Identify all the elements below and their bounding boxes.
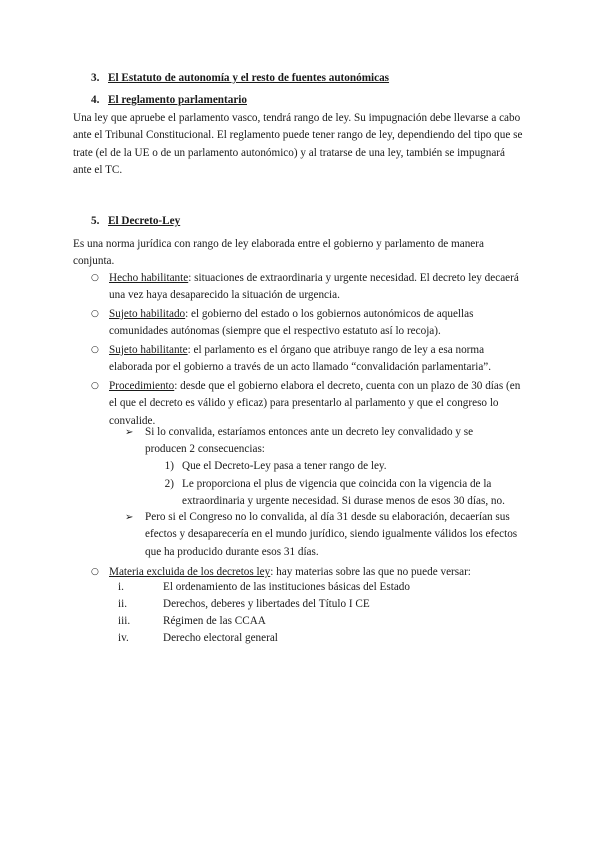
bullet-marker: ○ xyxy=(91,345,99,355)
bullet-term: Hecho habilitante xyxy=(109,272,189,284)
arrow-item xyxy=(125,424,515,459)
roman-marker: i. xyxy=(118,581,124,593)
section-title: El reglamento parlamentario xyxy=(108,94,247,106)
bullet-term: Sujeto habilitado xyxy=(109,308,186,320)
section-3-heading xyxy=(91,72,389,84)
bullet-term: Materia excluida de los decretos ley xyxy=(109,566,271,578)
list-item xyxy=(91,306,529,341)
bullet-text: : el gobierno del estado o los gobiernos autonómicos de aquellas comunidades autónomas (siempre que el respectivo estatuto así lo recoja). xyxy=(109,308,474,338)
numbered-item xyxy=(164,476,522,511)
list-item xyxy=(91,378,529,430)
section-number: 4. xyxy=(91,94,100,106)
bullet-marker: ○ xyxy=(91,273,99,283)
roman-marker: ii. xyxy=(118,598,128,610)
roman-text: El ordenamiento de las instituciones básicas del Estado xyxy=(163,581,410,593)
roman-item xyxy=(118,630,278,647)
list-item xyxy=(91,270,529,305)
section-title: El Decreto-Ley xyxy=(108,215,181,227)
bullet-marker: ○ xyxy=(91,567,99,577)
number-marker: 1) xyxy=(164,460,174,472)
roman-text: Derechos, deberes y libertades del Título I CE xyxy=(163,598,370,610)
numbered-text: Que el Decreto-Ley pasa a tener rango de ley. xyxy=(182,460,387,472)
roman-marker: iii. xyxy=(118,615,131,627)
roman-item xyxy=(118,596,370,613)
reglamento-paragraph: Una ley que apruebe el parlamento vasco, tendrá rango de ley. Su impugnación debe llevarse a cabo ante el Tribunal Constitucional. El reglamento puede tener rango de ley, dependiendo del tipo que se trate (el de la UE o de un parlamento autonómico) y al tratarse de una ley, también se impugnará ante el TC. xyxy=(73,112,523,176)
arrow-marker: ➢ xyxy=(125,427,134,438)
section-4-heading xyxy=(91,94,247,106)
numbered-text: Le proporciona el plus de vigencia que coincida con la vigencia de la extraordinaria y urgente necesidad. Si durase menos de esos 30 días, no. xyxy=(182,478,505,508)
roman-text: Régimen de las CCAA xyxy=(163,615,266,627)
roman-marker: iv. xyxy=(118,632,129,644)
bullet-text: : desde que el gobierno elabora el decreto, cuenta con un plazo de 30 días (en el que el decreto es válido y eficaz) para presentarlo al parlamento y que el congreso lo convalide. xyxy=(109,380,521,427)
number-marker: 2) xyxy=(164,478,174,490)
bullet-marker: ○ xyxy=(91,309,99,319)
bullet-term: Procedimiento xyxy=(109,380,175,392)
bullet-marker: ○ xyxy=(91,381,99,391)
section-number: 5. xyxy=(91,215,100,227)
arrow-text: Si lo convalida, estaríamos entonces ante un decreto ley convalidado y se producen 2 consecuencias: xyxy=(145,426,474,456)
section-number: 3. xyxy=(91,72,100,84)
arrow-item xyxy=(125,509,530,561)
bullet-text: : situaciones de extraordinaria y urgente necesidad. El decreto ley decaerá una vez haya desaparecido la situación de urgencia. xyxy=(109,272,519,302)
bullet-text: : el parlamento es el órgano que atribuye rango de ley a esa norma elaborada por el gobierno a través de un acto llamado “convalidación parlamentaria”. xyxy=(109,344,492,374)
arrow-marker: ➢ xyxy=(125,512,134,523)
section-title: El Estatuto de autonomía y el resto de fuentes autonómicas xyxy=(108,72,390,84)
list-item xyxy=(91,342,529,377)
bullet-text: : hay materias sobre las que no puede versar: xyxy=(270,566,471,578)
section-5-heading xyxy=(91,215,180,227)
roman-text: Derecho electoral general xyxy=(163,632,278,644)
numbered-item xyxy=(164,458,522,475)
roman-item xyxy=(118,579,410,596)
roman-item xyxy=(118,613,266,630)
bullet-term: Sujeto habilitante xyxy=(109,344,188,356)
arrow-text: Pero si el Congreso no lo convalida, al día 31 desde su elaboración, decaerían sus efectos y desaparecería en el mundo jurídico, siendo igualmente válidos los efectos que ha producido durante esos 31 días. xyxy=(145,511,518,558)
decreto-intro-paragraph: Es una norma jurídica con rango de ley elaborada entre el gobierno y parlamento de manera conjunta. xyxy=(73,238,484,268)
